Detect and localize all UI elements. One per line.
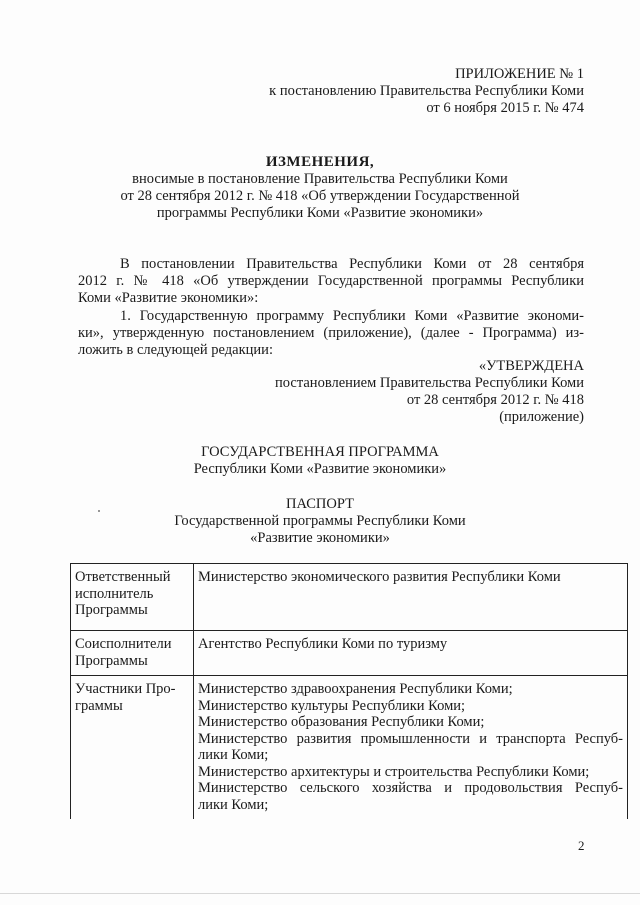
intro-paragraph <box>78 256 584 307</box>
table-cell-value <box>194 631 628 676</box>
table-row <box>71 631 628 676</box>
appendix-decree-ref: к постановлению Правительства Республики Коми <box>269 83 584 99</box>
table-cell-value <box>194 676 628 820</box>
passport-title-block <box>0 496 640 547</box>
intro-line-3: Коми «Развитие экономики»: <box>78 290 259 306</box>
appendix-decree-date: от 6 ноября 2015 г. № 474 <box>426 100 584 116</box>
program-title-block <box>0 444 640 478</box>
cell-text: Министерство культуры Республики Коми; <box>198 697 466 714</box>
table-cell-label <box>71 631 194 676</box>
scan-speck <box>98 510 100 512</box>
cell-text: граммы <box>75 697 123 714</box>
page-number: 2 <box>578 838 585 853</box>
item-1-line-2: ки», утвержденную постановлением (приложение), (далее - Программа) из- <box>78 325 584 341</box>
cell-text: Министерство сельского хозяйства и продовольствия Респуб- <box>198 780 623 796</box>
item-1-paragraph <box>78 308 584 359</box>
intro-line-1: В постановлении Правительства Республики Коми от 28 сентября <box>120 256 584 272</box>
table-cell-value <box>194 564 628 631</box>
changes-heading: ИЗМЕНЕНИЯ, <box>265 154 375 170</box>
cell-text: Программы <box>75 602 148 618</box>
approved-block <box>275 358 584 426</box>
changes-title-block <box>0 154 640 222</box>
changes-title-line-2: от 28 сентября 2012 г. № 418 «Об утверждении Государственной <box>120 188 520 204</box>
changes-title-line-1: вносимые в постановление Правительства Республики Коми <box>132 171 508 187</box>
cell-text: Министерство экономического развития Республики Коми <box>198 569 561 585</box>
cell-text: лики Коми; <box>198 796 269 813</box>
passport-title: ПАСПОРТ <box>286 496 354 512</box>
intro-line-2: 2012 г. № 418 «Об утверждении Государственной программы Республики <box>78 273 584 289</box>
cell-text: Министерство образования Республики Коми; <box>198 714 485 730</box>
table-cell-label <box>71 676 194 820</box>
passport-subtitle-line-1: Государственной программы Республики Коми <box>174 513 466 529</box>
approved-appendix-note: (приложение) <box>499 409 584 425</box>
passport-subtitle-line-2: «Развитие экономики» <box>250 530 390 546</box>
changes-title-line-3: программы Республики Коми «Развитие экономики» <box>156 205 484 221</box>
program-subtitle: Республики Коми «Развитие экономики» <box>193 461 447 477</box>
passport-table <box>70 563 628 819</box>
program-title: ГОСУДАРСТВЕННАЯ ПРОГРАММА <box>201 444 439 460</box>
cell-text: Участники Про- <box>75 681 176 697</box>
approved-decree-date: от 28 сентября 2012 г. № 418 <box>406 392 584 408</box>
page-bottom-edge <box>0 893 640 894</box>
cell-text: Соисполнители <box>75 636 172 652</box>
item-1-line-1: 1. Государственную программу Республики Коми «Развитие экономи- <box>120 308 584 324</box>
cell-text: Программы <box>75 652 148 669</box>
approved-heading: «УТВЕРЖДЕНА <box>478 358 584 374</box>
cell-text: лики Коми; <box>198 747 269 763</box>
cell-text: Министерство архитектуры и строительства Республики Коми; <box>198 763 590 780</box>
item-1-line-3: ложить в следующей редакции: <box>78 342 273 358</box>
appendix-header <box>269 66 584 117</box>
approved-decree-ref: постановлением Правительства Республики Коми <box>275 375 584 391</box>
table-row <box>71 564 628 631</box>
cell-text: Министерство развития промышленности и транспорта Респуб- <box>198 730 623 747</box>
cell-text: Министерство здравоохранения Республики Коми; <box>198 681 513 697</box>
appendix-number: ПРИЛОЖЕНИЕ № 1 <box>455 66 584 82</box>
cell-text: исполнитель <box>75 585 154 602</box>
table-row <box>71 676 628 820</box>
cell-text: Ответственный <box>75 569 171 585</box>
cell-text: Агентство Республики Коми по туризму <box>198 636 448 652</box>
table-cell-label <box>71 564 194 631</box>
